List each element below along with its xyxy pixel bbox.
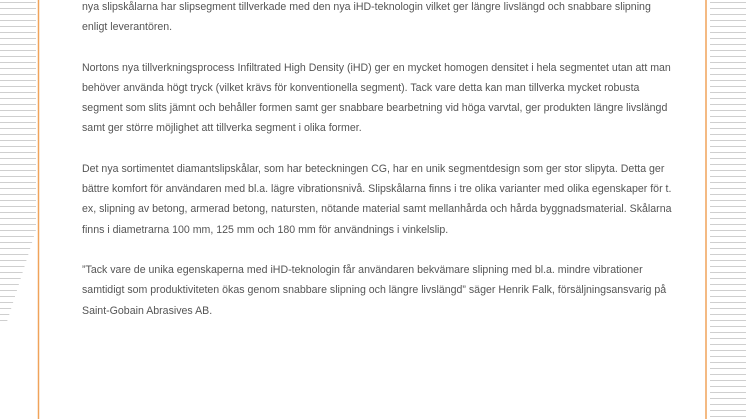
stripe-lines xyxy=(0,3,36,321)
paragraph-cg-range: Det nya sortimentet diamantslipskålar, som har beteckningen CG, har en unik segmentdesign som ger stor slipyta. Detta ger bättre komfort för användaren med bl.a. lägre vibrationsnivå. Slipskålarna finns i tre olika varianter med olika egenskaper för t. ex, slipning av betong, armerad betong, natursten, nötande material samt mellanhårda och hårda byggnadsmaterial. Skålarna finns i diametrarna 100 mm, 125 mm och 180 mm för användnings i vinkelslip. xyxy=(82,163,672,236)
paragraph-ihd-process: Nortons nya tillverkningsprocess Infiltrated High Density (iHD) ger en mycket homogen densitet i hela segmentet utan att man behöver använda högt tryck (vilket krävs för konventionella segment). Tack vare detta kan man tillverka mycket robusta segment som slits jämnt och behåller formen samt ger snabbare bearbetning vid höga varvtal, ger produkten längre livslängd samt ger större möjlighet att tillverka segment i olika former. xyxy=(82,61,671,135)
right-decorative-stripes xyxy=(704,0,746,419)
article-body xyxy=(82,0,672,341)
paragraph-intro: nya slipskålarna har slipsegment tillverkade med den nya iHD-teknologin vilket ger längre livslängd och snabbare slipning enligt leverantören. xyxy=(82,1,651,34)
stripe-lines xyxy=(710,3,746,417)
left-decorative-stripes xyxy=(0,0,40,419)
paragraph-quote: ”Tack vare de unika egenskaperna med iHD-teknologin får användaren bekvämare slipning med bl.a. mindre vibrationer samtidigt som produktiviteten ökas genom snabbare slipning och längre livslängd” säger Henrik Falk, försäljningsansvarig på Saint-Gobain Abrasives AB. xyxy=(82,264,667,317)
